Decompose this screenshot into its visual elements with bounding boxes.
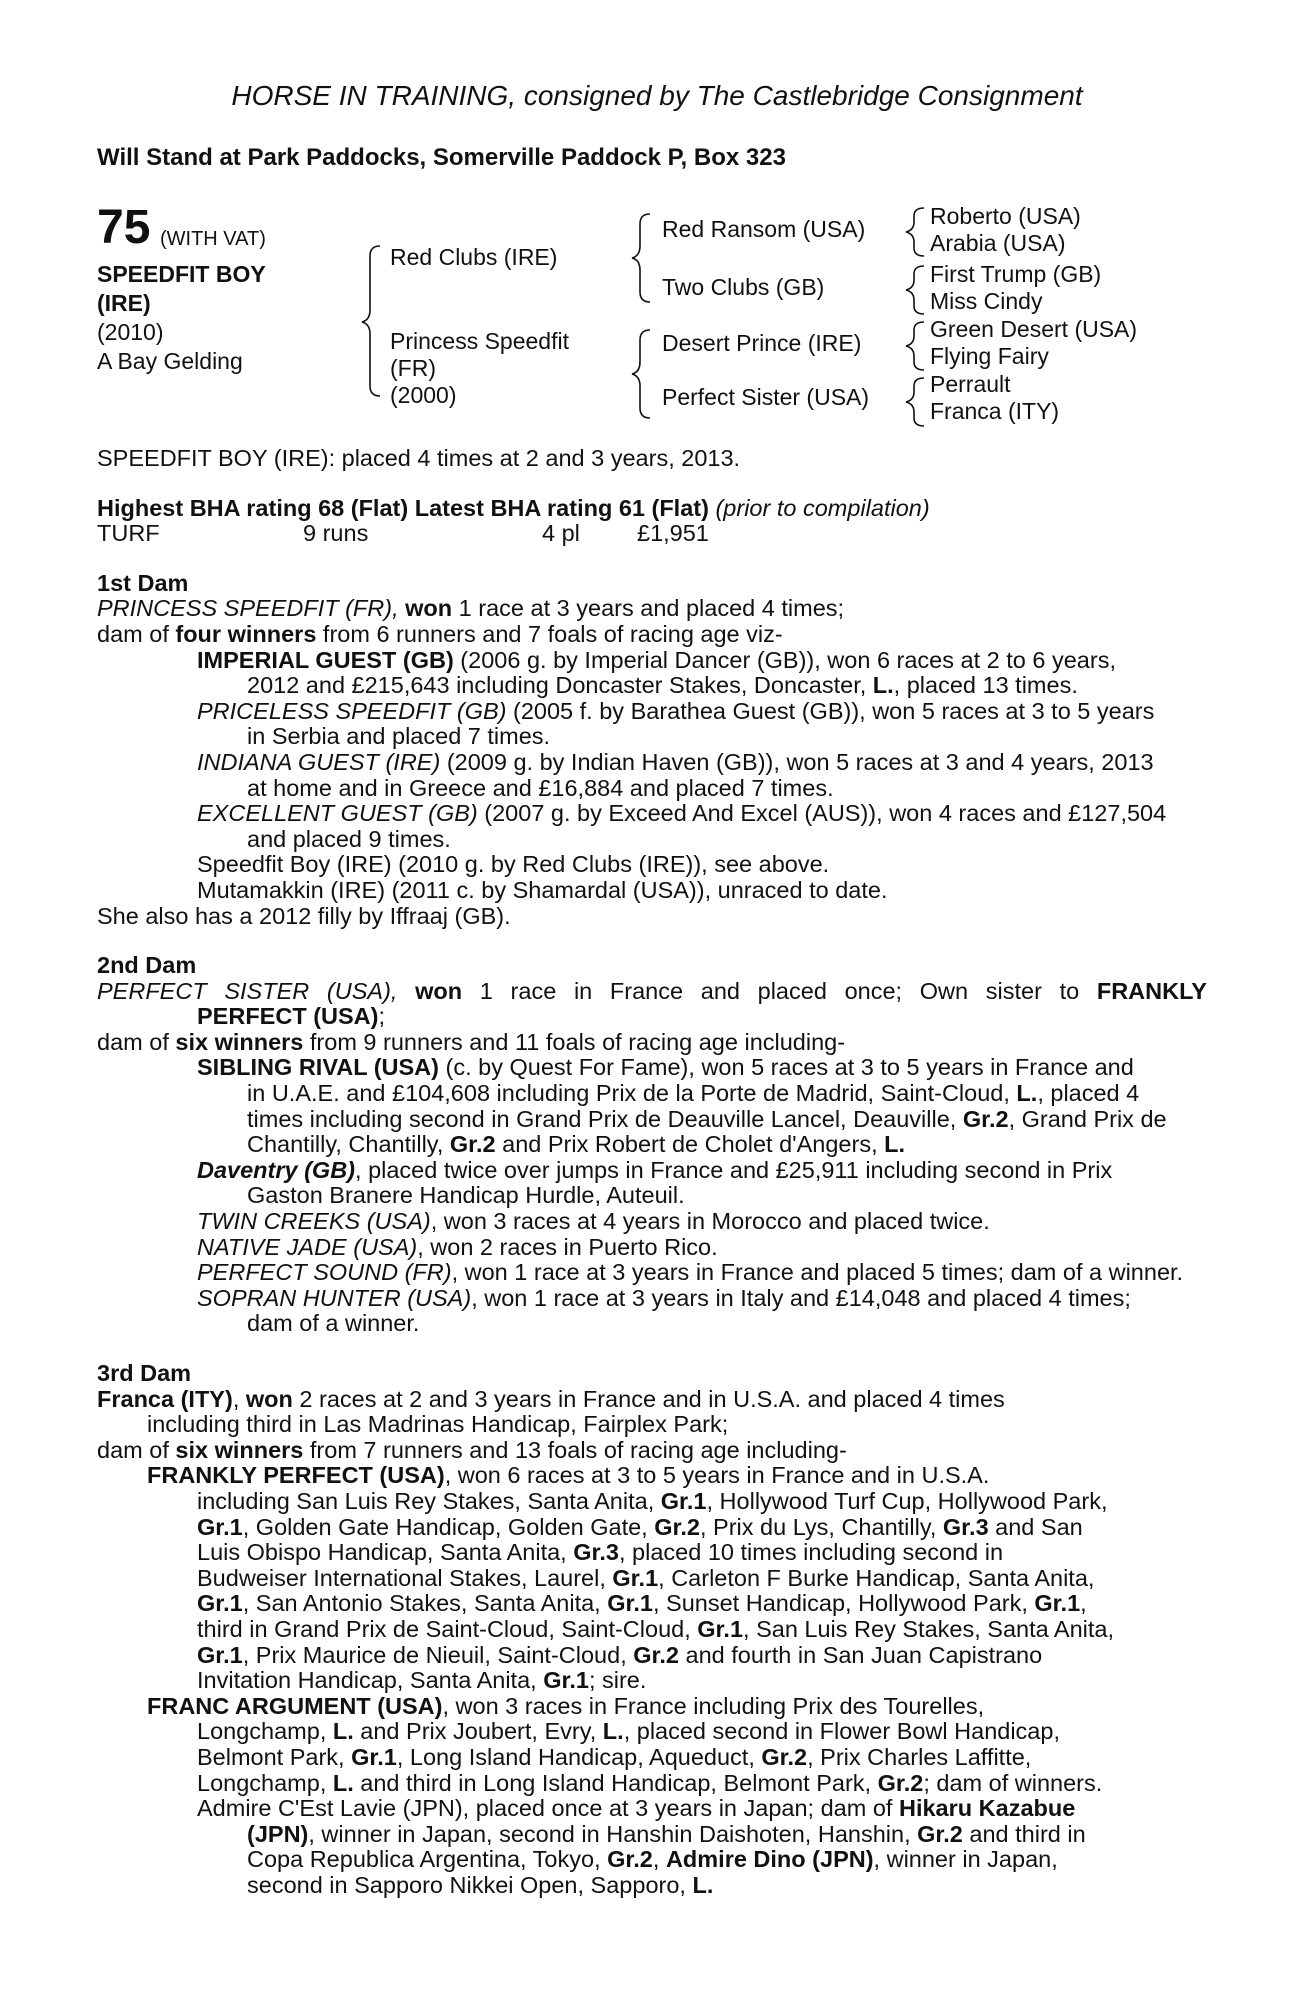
- dam2-line: PERFECT (USA);: [197, 1003, 386, 1030]
- vat-note: (WITH VAT): [160, 228, 266, 250]
- dam3-line: Admire C'Est Lavie (JPN), placed once at 3 years in Japan; dam of Hikaru Kazabue: [197, 1795, 1076, 1822]
- pedigree-gen3-item: Miss Cindy: [930, 288, 1043, 314]
- dam3-heading: 3rd Dam: [97, 1360, 192, 1386]
- dam3-line: Longchamp, L. and Prix Joubert, Evry, L., placed second in Flower Bowl Handicap,: [197, 1718, 1060, 1745]
- dam1-line: at home and in Greece and £16,884 and placed 7 times.: [247, 774, 834, 801]
- dam3-line: Gr.1, Golden Gate Handicap, Golden Gate, Gr.2, Prix du Lys, Chantilly, Gr.3 and San: [197, 1513, 1083, 1540]
- dam3-line: Franca (ITY), won 2 races at 2 and 3 years in France and in U.S.A. and placed 4 times: [97, 1385, 1005, 1412]
- dam3-line: third in Grand Prix de Saint-Cloud, Saint-Cloud, Gr.1, San Luis Rey Stakes, Santa Anita,: [197, 1615, 1115, 1642]
- race-summary: SPEEDFIT BOY (IRE): placed 4 times at 2 and 3 years, 2013.: [97, 445, 741, 471]
- dam3-line: including San Luis Rey Stakes, Santa Anita, Gr.1, Hollywood Turf Cup, Hollywood Park,: [197, 1487, 1108, 1514]
- record-earnings: £1,951: [637, 520, 709, 547]
- dam1-line: IMPERIAL GUEST (GB) (2006 g. by Imperial Dancer (GB)), won 6 races at 2 to 6 years,: [197, 646, 1116, 673]
- dam1-line: EXCELLENT GUEST (GB) (2007 g. by Exceed And Excel (AUS)), won 4 races and £127,504: [197, 800, 1167, 827]
- page-title: HORSE IN TRAINING, consigned by The Castlebridge Consignment: [231, 80, 1083, 111]
- dam1-line: and placed 9 times.: [247, 825, 451, 852]
- pedigree-gen3-item: Franca (ITY): [930, 398, 1060, 424]
- catalogue-body: [97, 446, 1207, 1898]
- dam2-line: times including second in Grand Prix de Deauville Lancel, Deauville, Gr.2, Grand Prix de: [247, 1105, 1167, 1132]
- dam2-line: dam of a winner.: [247, 1310, 420, 1337]
- dam2-line: SIBLING RIVAL (USA) (c. by Quest For Fame), won 5 races at 3 to 5 years in France and: [197, 1054, 1134, 1081]
- pedigree-gen2-item: Red Ransom (USA): [662, 216, 866, 242]
- dam1-line: She also has a 2012 filly by Iffraaj (GB).: [97, 902, 511, 929]
- dam3-line: Gr.1, San Antonio Stakes, Santa Anita, Gr.1, Sunset Handicap, Hollywood Park, Gr.1,: [197, 1590, 1087, 1617]
- pedigree-gen3-item: Roberto (USA): [930, 203, 1081, 229]
- dam1-line: in Serbia and placed 7 times.: [247, 723, 551, 750]
- dam-line1: Princess Speedfit: [390, 328, 569, 354]
- pedigree-gen2-item: Perfect Sister (USA): [662, 384, 870, 410]
- dam1-line: INDIANA GUEST (IRE) (2009 g. by Indian Haven (GB)), won 5 races at 3 and 4 years, 2013: [197, 748, 1154, 775]
- dam1-line: PRINCESS SPEEDFIT (FR), won 1 race at 3 years and placed 4 times;: [97, 595, 845, 622]
- dam2-line: Daventry (GB), placed twice over jumps in France and £25,911 including second in Prix: [197, 1156, 1113, 1183]
- pedigree-gen3-item: Perrault: [930, 371, 1011, 397]
- dam2-line: Gaston Branere Handicap Hurdle, Auteuil.: [247, 1182, 685, 1209]
- horse-description: A Bay Gelding: [97, 348, 243, 374]
- pedigree-gen3-item: Green Desert (USA): [930, 316, 1138, 342]
- dam2-line: Chantilly, Chantilly, Gr.2 and Prix Robert de Cholet d'Angers, L.: [247, 1131, 906, 1158]
- dam-line2: (FR): [390, 355, 436, 381]
- dam3-line: Invitation Handicap, Santa Anita, Gr.1; sire.: [197, 1667, 647, 1694]
- lot-number: 75: [97, 201, 151, 254]
- pedigree-gen3-item: Flying Fairy: [930, 343, 1049, 369]
- dam1-line: Mutamakkin (IRE) (2011 c. by Shamardal (USA)), unraced to date.: [197, 876, 888, 903]
- pedigree-gen2-item: Two Clubs (GB): [662, 274, 825, 300]
- dam-line3: (2000): [390, 382, 457, 408]
- dam1-line: PRICELESS SPEEDFIT (GB) (2005 f. by Barathea Guest (GB)), won 5 races at 3 to 5 years: [197, 697, 1155, 724]
- race-record: [97, 521, 1207, 547]
- dam3-line: second in Sapporo Nikkei Open, Sapporo, L.: [247, 1871, 714, 1898]
- dam3-line: Luis Obispo Handicap, Santa Anita, Gr.3, placed 10 times including second in: [197, 1539, 1004, 1566]
- dam1-line: 2012 and £215,643 including Doncaster Stakes, Doncaster, L., placed 13 times.: [247, 672, 1078, 699]
- horse-name-line2: (IRE): [97, 290, 151, 316]
- dam2-line: NATIVE JADE (USA), won 2 races in Puerto Rico.: [197, 1233, 718, 1260]
- dam3-line: Gr.1, Prix Maurice de Nieuil, Saint-Cloud, Gr.2 and fourth in San Juan Capistrano: [197, 1641, 1043, 1668]
- dam3-line: Copa Republica Argentina, Tokyo, Gr.2, Admire Dino (JPN), winner in Japan,: [247, 1846, 1058, 1873]
- dam3-line: FRANKLY PERFECT (USA), won 6 races at 3 to 5 years in France and in U.S.A.: [147, 1462, 990, 1489]
- dam2-line: dam of six winners from 9 runners and 11 foals of racing age including-: [97, 1028, 846, 1055]
- dam3-line: Longchamp, L. and third in Long Island Handicap, Belmont Park, Gr.2; dam of winners.: [197, 1769, 1103, 1796]
- dam3-line: Budweiser International Stakes, Laurel, Gr.1, Carleton F Burke Handicap, Santa Anita,: [197, 1564, 1095, 1591]
- dam3-line: dam of six winners from 7 runners and 13 foals of racing age including-: [97, 1436, 847, 1463]
- dam3-line: FRANC ARGUMENT (USA), won 3 races in France including Prix des Tourelles,: [147, 1692, 985, 1719]
- dam1-heading: 1st Dam: [97, 569, 189, 596]
- horse-name-line1: SPEEDFIT BOY: [97, 261, 266, 287]
- dam1-line: Speedfit Boy (IRE) (2010 g. by Red Clubs (IRE)), see above.: [197, 851, 830, 878]
- record-runs: 9 runs: [303, 520, 369, 547]
- foaling-year: (2010): [97, 319, 164, 345]
- dam2-heading: 2nd Dam: [97, 952, 197, 979]
- pedigree-gen3-item: Arabia (USA): [930, 230, 1066, 256]
- dam1-line: dam of four winners from 6 runners and 7 foals of racing age viz-: [97, 620, 783, 647]
- pedigree-gen3-item: First Trump (GB): [930, 261, 1102, 287]
- record-surface: TURF: [97, 520, 160, 547]
- record-placed: 4 pl: [542, 520, 580, 547]
- dam2-line: in U.A.E. and £104,608 including Prix de la Porte de Madrid, Saint-Cloud, L., placed 4: [247, 1080, 1140, 1107]
- dam2-line: PERFECT SISTER (USA), won 1 race in France and placed once; Own sister to FRANKLY: [97, 977, 1207, 1004]
- bha-rating: Highest BHA rating 68 (Flat) Latest BHA rating 61 (Flat) (prior to compilation): [97, 494, 930, 521]
- dam3-line: including third in Las Madrinas Handicap, Fairplex Park;: [147, 1411, 729, 1438]
- stand-location: Will Stand at Park Paddocks, Somerville Paddock P, Box 323: [97, 144, 786, 171]
- dam2-line: TWIN CREEKS (USA), won 3 races at 4 years in Morocco and placed twice.: [197, 1208, 990, 1235]
- pedigree-braces: [0, 0, 1314, 440]
- dam2-line: PERFECT SOUND (FR), won 1 race at 3 years in France and placed 5 times; dam of a winner.: [197, 1259, 1184, 1286]
- dam2-line: SOPRAN HUNTER (USA), won 1 race at 3 years in Italy and £14,048 and placed 4 times;: [197, 1284, 1131, 1311]
- dam: [390, 328, 569, 409]
- dam3-line: Belmont Park, Gr.1, Long Island Handicap, Aqueduct, Gr.2, Prix Charles Laffitte,: [197, 1743, 1032, 1770]
- sire: Red Clubs (IRE): [390, 244, 558, 270]
- dam3-line: (JPN), winner in Japan, second in Hanshin Daishoten, Hanshin, Gr.2 and third in: [247, 1820, 1086, 1847]
- pedigree-gen2-item: Desert Prince (IRE): [662, 330, 862, 356]
